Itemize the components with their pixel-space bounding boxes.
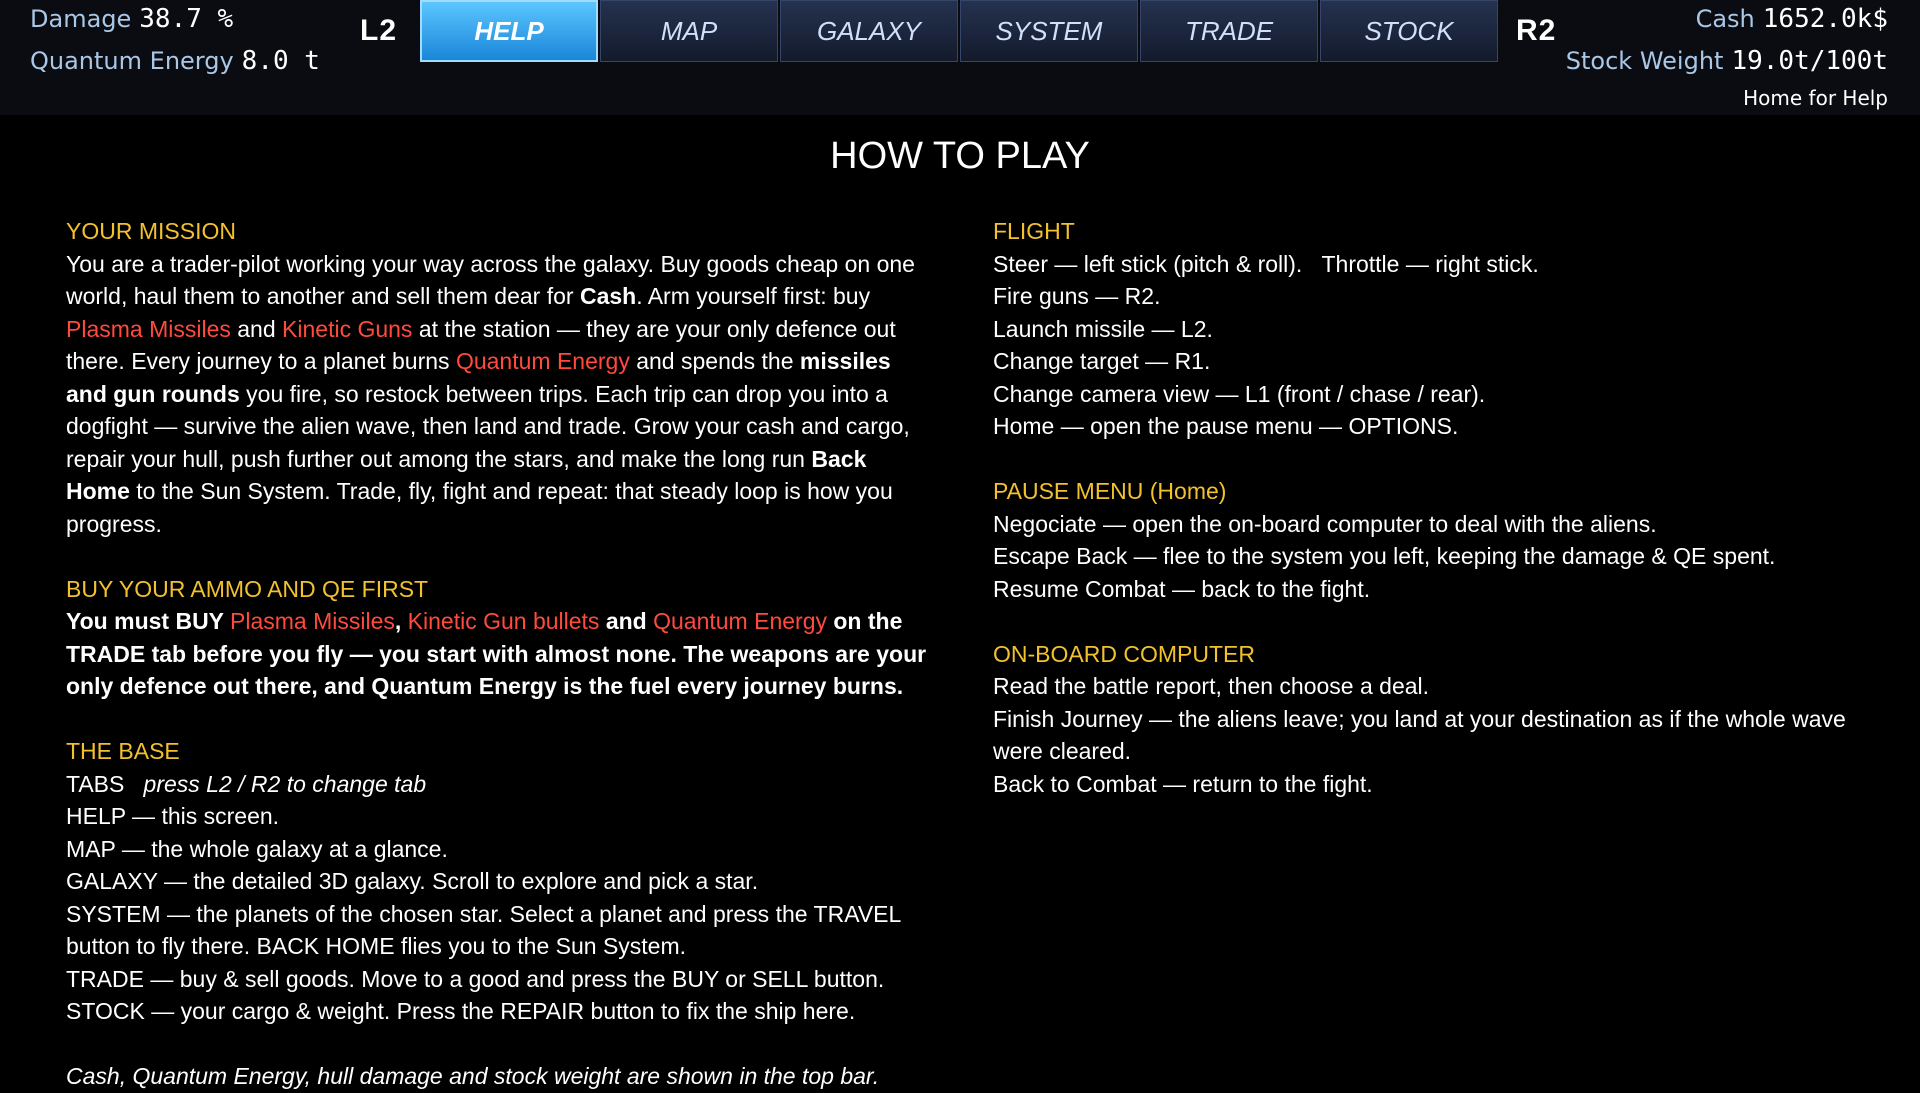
mission-text-part: to the Sun System. Trade, fly, fight and repeat: that steady loop is how you progress.	[66, 478, 893, 537]
base-desc: or	[718, 965, 753, 992]
tab-map[interactable]: MAP	[600, 0, 778, 62]
control-desc: —	[1088, 283, 1125, 309]
home-help-hint: Home for Help	[1743, 86, 1888, 110]
control-key: Change target	[993, 348, 1139, 374]
base-key: STOCK	[66, 998, 145, 1024]
control-desc: —	[1209, 380, 1245, 407]
base-desc: button to fix the ship here.	[584, 998, 856, 1024]
menu-option-key: Resume Combat	[993, 575, 1166, 602]
l2-shoulder-hint[interactable]: L2	[360, 14, 398, 47]
base-key: BUY	[672, 965, 719, 992]
pause-negociate-line	[993, 508, 1873, 541]
cash-stat	[1696, 4, 1888, 34]
base-key: GALAXY	[66, 868, 158, 894]
base-key: REPAIR	[500, 998, 585, 1024]
flight-steer-line	[993, 248, 1873, 281]
base-key: MAP	[66, 835, 116, 862]
mission-bold-rounds: missiles and gun rounds	[66, 348, 891, 407]
highlight-quantum-energy: Quantum Energy	[455, 348, 630, 374]
menu-option-key: Finish Journey	[993, 705, 1143, 732]
flight-target-line: Change target — R1.	[993, 348, 1211, 374]
pause-resume-line	[993, 573, 1873, 606]
tab-galaxy[interactable]: GALAXY	[780, 0, 958, 62]
base-desc: — your cargo & weight. Press the	[144, 998, 501, 1024]
mission-heading: YOUR MISSION	[66, 218, 236, 244]
base-tabs-hint: press L2 / R2 to change tab	[143, 770, 427, 797]
mission-text-part: You are a trader-pilot working your way across the galaxy. Buy goods cheap on one world, haul them to another and sell them dear for	[66, 250, 915, 309]
base-desc: button.	[807, 965, 885, 992]
base-key: HELP	[66, 803, 126, 829]
highlight-plasma-missiles: Plasma Missiles	[230, 608, 395, 634]
left-column	[66, 215, 936, 1093]
flight-heading: FLIGHT	[993, 218, 1075, 244]
top-bar	[0, 0, 1920, 115]
tab-stock[interactable]: STOCK	[1320, 0, 1498, 62]
footnote: Cash, Quantum Energy, hull damage and stock weight are shown in the top bar.	[66, 1063, 880, 1089]
control-button: R1	[1174, 348, 1204, 374]
control-desc: —	[1312, 413, 1349, 439]
mission-text-part: at the station — they are your only defence out there. Every journey to a planet burns	[66, 315, 896, 374]
control-desc: — left stick (pitch & roll).	[1047, 250, 1303, 277]
control-button: L2	[1180, 315, 1207, 342]
computer-back-line	[993, 768, 1873, 801]
control-desc: —	[1138, 348, 1175, 374]
page-title: HOW TO PLAY	[830, 135, 1090, 177]
base-system-line	[66, 898, 936, 963]
base-desc: — buy & sell goods. Move to a good and press the	[143, 965, 672, 992]
r2-shoulder-hint[interactable]: R2	[1516, 14, 1557, 47]
ammo-heading: BUY YOUR AMMO AND QE FIRST	[66, 575, 429, 602]
menu-option-desc: — back to the fight.	[1165, 575, 1371, 602]
control-button: L1	[1244, 380, 1271, 407]
base-galaxy-line	[66, 865, 936, 898]
control-key: Change camera view	[993, 380, 1210, 407]
stock-weight-label: Stock Weight	[1565, 47, 1724, 75]
menu-option-desc: — flee to the system you left, keeping the damage & QE spent.	[1127, 543, 1776, 569]
base-desc: — this screen.	[125, 803, 280, 829]
menu-option-key: Back to Combat	[993, 770, 1157, 797]
ammo-text	[66, 605, 936, 703]
highlight-plasma-missiles: Plasma Missiles	[66, 315, 231, 342]
tab-bar	[420, 0, 1500, 64]
stock-weight-value: 19.0t/100t	[1731, 46, 1888, 76]
control-key: Home — open the pause menu	[993, 413, 1313, 439]
stock-weight-stat	[1566, 46, 1888, 76]
highlight-quantum-energy: Quantum Energy	[653, 608, 827, 634]
ammo-text-part: and	[599, 608, 654, 634]
base-desc: — the planets of the chosen star. Select a planet and press the	[160, 900, 814, 927]
highlight-kinetic-guns: Kinetic Guns	[282, 315, 413, 342]
mission-text	[66, 248, 936, 541]
control-button: R2	[1124, 283, 1155, 309]
base-trade-line	[66, 963, 936, 996]
tab-system[interactable]: SYSTEM	[960, 0, 1138, 62]
ammo-text-part: You must BUY	[66, 608, 230, 634]
base-key: SYSTEM	[66, 900, 161, 927]
pause-escape-line	[993, 540, 1873, 573]
base-desc: flies you to the Sun System.	[394, 933, 687, 959]
flight-missile-line: Launch missile — L2.	[993, 315, 1213, 342]
damage-label: Damage	[30, 5, 132, 33]
control-desc: (front / chase / rear).	[1270, 380, 1486, 407]
ammo-text-part: on the TRADE tab before you fly — you start with almost none. The weapons are your only defence out there, and Quantum Energy is the fuel every journey burns.	[66, 608, 927, 699]
flight-home-line: Home — open the pause menu — OPTIONS.	[993, 413, 1459, 439]
mission-bold-cash: Cash	[579, 283, 637, 309]
base-key: TRAVEL	[813, 900, 901, 927]
control-key: Steer	[993, 250, 1048, 277]
control-desc: — right stick.	[1399, 250, 1539, 277]
right-column	[993, 215, 1873, 800]
pause-heading: PAUSE MENU (Home)	[993, 478, 1227, 504]
flight-camera-line	[993, 378, 1873, 411]
computer-finish-line	[993, 703, 1873, 768]
base-desc: — the detailed 3D galaxy. Scroll to explore and pick a star.	[157, 868, 759, 894]
base-tabs-line	[66, 768, 936, 801]
base-key: TRADE	[66, 965, 144, 992]
highlight-kinetic-gun-bullets: Kinetic Gun bullets	[407, 608, 600, 634]
flight-fire-line: Fire guns — R2.	[993, 283, 1161, 309]
base-key: SELL	[752, 965, 808, 992]
ammo-text-part: ,	[394, 608, 408, 634]
mission-text-part: you fire, so restock between trips. Each trip can drop you into a dogfight — survive the alien wave, then land and trade. Grow your cash and cargo, repair your hull, push further out among the stars, and make the long run	[66, 380, 910, 472]
control-key: Launch missile	[993, 315, 1146, 342]
menu-option-desc: — open the on-board computer to deal with the aliens.	[1096, 510, 1657, 537]
base-tabs-label: TABS	[66, 770, 125, 797]
menu-option-key: Negociate	[993, 510, 1097, 537]
damage-value: 38.7 %	[139, 4, 234, 34]
damage-stat	[30, 4, 233, 34]
base-heading: THE BASE	[66, 738, 180, 764]
computer-heading: ON-BOARD COMPUTER	[993, 640, 1255, 667]
menu-option-desc: — return to the fight.	[1156, 770, 1373, 797]
quantum-energy-stat	[30, 46, 320, 76]
menu-option-key: Escape Back	[993, 543, 1128, 569]
control-key: Throttle	[1321, 250, 1400, 277]
cash-label: Cash	[1695, 5, 1755, 33]
tab-help[interactable]: HELP	[420, 0, 598, 62]
computer-read-line: Read the battle report, then choose a deal.	[993, 673, 1430, 699]
menu-option-desc: — the aliens leave; you land at your destination as if the whole wave were cleared.	[993, 705, 1846, 764]
quantum-energy-label: Quantum Energy	[30, 47, 234, 75]
base-key: BACK HOME	[256, 933, 395, 959]
base-stock-line	[66, 995, 936, 1028]
cash-value: 1652.0k$	[1762, 4, 1888, 34]
tab-trade[interactable]: TRADE	[1140, 0, 1318, 62]
base-help-line	[66, 800, 936, 833]
mission-text-part: and spends the	[629, 348, 800, 374]
mission-text-part: and	[230, 315, 283, 342]
base-desc: — the whole galaxy at a glance.	[115, 835, 448, 862]
base-desc: button to fly there.	[66, 933, 257, 959]
mission-bold-back-home: Back Home	[66, 445, 867, 504]
base-map-line	[66, 833, 936, 866]
quantum-energy-value: 8.0 t	[241, 46, 320, 76]
control-button: OPTIONS	[1348, 413, 1452, 439]
control-desc: —	[1145, 315, 1181, 342]
control-key: Fire guns	[993, 283, 1089, 309]
mission-text-part: . Arm yourself first: buy	[636, 283, 871, 309]
